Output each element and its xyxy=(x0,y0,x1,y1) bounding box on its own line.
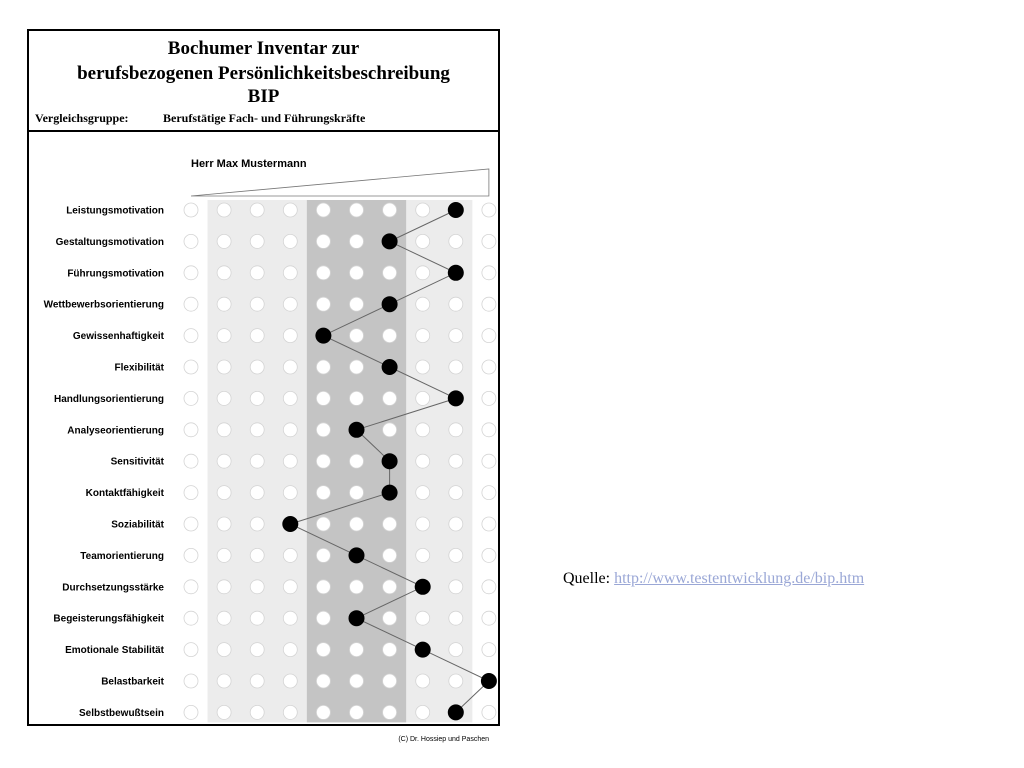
scale-circle xyxy=(383,203,397,217)
comparison-group-label: Vergleichsgruppe: xyxy=(35,111,129,125)
scale-circle xyxy=(250,297,264,311)
scale-circle xyxy=(283,297,297,311)
scale-circle xyxy=(316,423,330,437)
scale-circle xyxy=(217,266,231,280)
scale-circle xyxy=(449,548,463,562)
scale-circle xyxy=(350,329,364,343)
scale-circle xyxy=(416,548,430,562)
scale-circle xyxy=(449,423,463,437)
scale-circle xyxy=(482,454,496,468)
score-point xyxy=(349,422,365,438)
scale-circle xyxy=(283,611,297,625)
scale-circle xyxy=(416,486,430,500)
scale-circle xyxy=(383,266,397,280)
scale-circle xyxy=(217,580,231,594)
scale-circle xyxy=(350,486,364,500)
copyright-note: (C) Dr. Hossiep und Paschen xyxy=(398,736,489,743)
scale-circle xyxy=(482,266,496,280)
scale-circle xyxy=(250,486,264,500)
score-point xyxy=(382,453,398,469)
scale-circle xyxy=(383,517,397,531)
scale-circle xyxy=(449,580,463,594)
scale-circle xyxy=(283,486,297,500)
source-line xyxy=(563,570,864,588)
scale-circle xyxy=(416,454,430,468)
score-point xyxy=(448,265,464,281)
scale-circle xyxy=(350,234,364,248)
scale-circle xyxy=(184,705,198,719)
scale-circle xyxy=(217,391,231,405)
scale-circle xyxy=(283,705,297,719)
scale-circle xyxy=(184,423,198,437)
category-label: Flexibilität xyxy=(114,362,164,374)
title-line-3: BIP xyxy=(247,86,280,107)
scale-circle xyxy=(350,454,364,468)
category-label: Wettbewerbsorientierung xyxy=(43,299,164,311)
scale-circle xyxy=(383,423,397,437)
score-point xyxy=(282,516,298,532)
scale-circle xyxy=(217,674,231,688)
scale-circle xyxy=(482,705,496,719)
scale-circle xyxy=(449,517,463,531)
scale-circle xyxy=(250,423,264,437)
scale-circle xyxy=(482,203,496,217)
scale-circle xyxy=(482,423,496,437)
scale-circle xyxy=(283,329,297,343)
scale-circle xyxy=(449,486,463,500)
scale-circle xyxy=(283,234,297,248)
scale-circle xyxy=(482,360,496,374)
scale-circle xyxy=(217,643,231,657)
scale-circle xyxy=(316,643,330,657)
scale-circle xyxy=(283,266,297,280)
scale-circle xyxy=(416,360,430,374)
scale-circle xyxy=(184,611,198,625)
scale-circle xyxy=(416,203,430,217)
scale-circle xyxy=(283,423,297,437)
scale-circle xyxy=(217,486,231,500)
category-label: Leistungsmotivation xyxy=(66,205,164,217)
scale-circle xyxy=(184,486,198,500)
scale-circle xyxy=(184,391,198,405)
title-line-1: Bochumer Inventar zur xyxy=(167,38,360,59)
scale-circle xyxy=(250,234,264,248)
score-point xyxy=(349,547,365,563)
scale-circle xyxy=(184,266,198,280)
scale-circle xyxy=(316,611,330,625)
scale-circle xyxy=(316,203,330,217)
scale-circle xyxy=(283,643,297,657)
scale-circle xyxy=(416,391,430,405)
scale-circle xyxy=(383,674,397,688)
scale-circle xyxy=(250,580,264,594)
scale-circle xyxy=(217,517,231,531)
comparison-group-value: Berufstätige Fach- und Führungskräfte xyxy=(163,111,366,125)
scale-circle xyxy=(350,391,364,405)
scale-circle xyxy=(217,329,231,343)
scale-circle xyxy=(283,674,297,688)
scale-circle xyxy=(350,203,364,217)
scale-circle xyxy=(283,203,297,217)
score-point xyxy=(448,390,464,406)
scale-circle xyxy=(316,234,330,248)
scale-circle xyxy=(449,611,463,625)
scale-circle xyxy=(449,329,463,343)
scale-circle xyxy=(184,674,198,688)
scale-circle xyxy=(416,234,430,248)
score-point xyxy=(349,610,365,626)
score-point xyxy=(382,233,398,249)
scale-circle xyxy=(217,454,231,468)
category-label: Kontaktfähigkeit xyxy=(85,488,164,500)
score-point xyxy=(481,673,497,689)
score-point xyxy=(448,202,464,218)
scale-circle xyxy=(383,580,397,594)
scale-circle xyxy=(482,580,496,594)
scale-circle xyxy=(416,705,430,719)
scale-circle xyxy=(250,674,264,688)
scale-circle xyxy=(383,329,397,343)
scale-circle xyxy=(383,611,397,625)
scale-circle xyxy=(482,643,496,657)
scale-circle xyxy=(184,329,198,343)
scale-circle xyxy=(482,391,496,405)
title-line-2: berufsbezogenen Persönlichkeitsbeschreibung xyxy=(77,63,450,84)
scale-circle xyxy=(184,548,198,562)
category-label: Durchsetzungsstärke xyxy=(62,582,164,594)
scale-circle xyxy=(383,391,397,405)
scale-circle xyxy=(350,360,364,374)
scale-circle xyxy=(482,548,496,562)
scale-circle xyxy=(482,517,496,531)
scale-circle xyxy=(184,580,198,594)
scale-circle xyxy=(250,329,264,343)
scale-circle xyxy=(316,705,330,719)
scale-circle xyxy=(350,580,364,594)
scale-circle xyxy=(316,674,330,688)
scale-circle xyxy=(449,297,463,311)
scale-circle xyxy=(449,234,463,248)
category-label: Handlungsorientierung xyxy=(54,393,164,405)
scale-circle xyxy=(184,234,198,248)
person-name: Herr Max Mustermann xyxy=(191,158,307,170)
scale-circle xyxy=(449,454,463,468)
scale-circle xyxy=(217,548,231,562)
scale-circle xyxy=(184,517,198,531)
scale-circle xyxy=(283,548,297,562)
scale-circle xyxy=(316,486,330,500)
scale-circle xyxy=(416,611,430,625)
scale-circle xyxy=(416,423,430,437)
scale-circle xyxy=(482,486,496,500)
scale-circle xyxy=(416,329,430,343)
scale-circle xyxy=(184,203,198,217)
source-label: Quelle: xyxy=(563,570,611,587)
scale-circle xyxy=(217,203,231,217)
scale-circle xyxy=(383,705,397,719)
scale-circle xyxy=(250,643,264,657)
scale-circle xyxy=(383,643,397,657)
category-label: Belastbarkeit xyxy=(101,676,164,688)
scale-circle xyxy=(250,391,264,405)
scale-wedge xyxy=(191,169,489,196)
scale-circle xyxy=(217,297,231,311)
scale-circle xyxy=(350,643,364,657)
scale-circle xyxy=(416,297,430,311)
scale-circle xyxy=(283,391,297,405)
scale-circle xyxy=(283,580,297,594)
score-point xyxy=(415,642,431,658)
scale-circle xyxy=(316,580,330,594)
scale-circle xyxy=(250,611,264,625)
scale-circle xyxy=(316,391,330,405)
scale-circle xyxy=(184,454,198,468)
scale-circle xyxy=(482,297,496,311)
scale-circle xyxy=(184,360,198,374)
scale-circle xyxy=(316,266,330,280)
scale-circle xyxy=(250,548,264,562)
scale-circle xyxy=(482,234,496,248)
scale-circle xyxy=(250,266,264,280)
category-label: Selbstbewußtsein xyxy=(78,707,164,719)
category-label: Teamorientierung xyxy=(80,550,164,562)
scale-circle xyxy=(250,454,264,468)
score-point xyxy=(382,359,398,375)
scale-circle xyxy=(316,548,330,562)
scale-circle xyxy=(283,360,297,374)
category-label: Soziabilität xyxy=(111,519,164,531)
scale-circle xyxy=(217,234,231,248)
score-point xyxy=(382,296,398,312)
scale-circle xyxy=(250,360,264,374)
scale-circle xyxy=(316,454,330,468)
scale-circle xyxy=(482,611,496,625)
scale-circle xyxy=(250,517,264,531)
category-label: Emotionale Stabilität xyxy=(65,645,164,657)
scale-circle xyxy=(184,643,198,657)
scale-circle xyxy=(350,674,364,688)
scale-circle xyxy=(350,705,364,719)
scale-circle xyxy=(416,674,430,688)
category-label: Führungsmotivation xyxy=(67,268,164,280)
scale-circle xyxy=(350,266,364,280)
category-label: Sensitivität xyxy=(110,456,164,468)
category-label: Begeisterungsfähigkeit xyxy=(53,613,164,625)
score-point xyxy=(415,579,431,595)
scale-circle xyxy=(250,203,264,217)
scale-circle xyxy=(316,297,330,311)
scale-circle xyxy=(184,297,198,311)
scale-circle xyxy=(283,454,297,468)
score-point xyxy=(382,485,398,501)
category-label: Gestaltungsmotivation xyxy=(55,236,164,248)
scale-circle xyxy=(350,517,364,531)
category-label: Gewissenhaftigkeit xyxy=(72,331,164,343)
scale-circle xyxy=(250,705,264,719)
scale-circle xyxy=(316,360,330,374)
score-point xyxy=(315,328,331,344)
scale-circle xyxy=(449,360,463,374)
source-link[interactable]: http://www.testentwicklung.de/bip.htm xyxy=(614,570,865,587)
scale-circle xyxy=(449,674,463,688)
scale-circle xyxy=(350,297,364,311)
scale-circle xyxy=(383,548,397,562)
scale-circle xyxy=(482,329,496,343)
scale-circle xyxy=(217,360,231,374)
category-label: Analyseorientierung xyxy=(67,425,164,437)
score-point xyxy=(448,704,464,720)
scale-circle xyxy=(416,266,430,280)
scale-circle xyxy=(316,517,330,531)
scale-circle xyxy=(217,611,231,625)
scale-circle xyxy=(416,517,430,531)
scale-circle xyxy=(217,705,231,719)
scale-circle xyxy=(217,423,231,437)
scale-circle xyxy=(449,643,463,657)
